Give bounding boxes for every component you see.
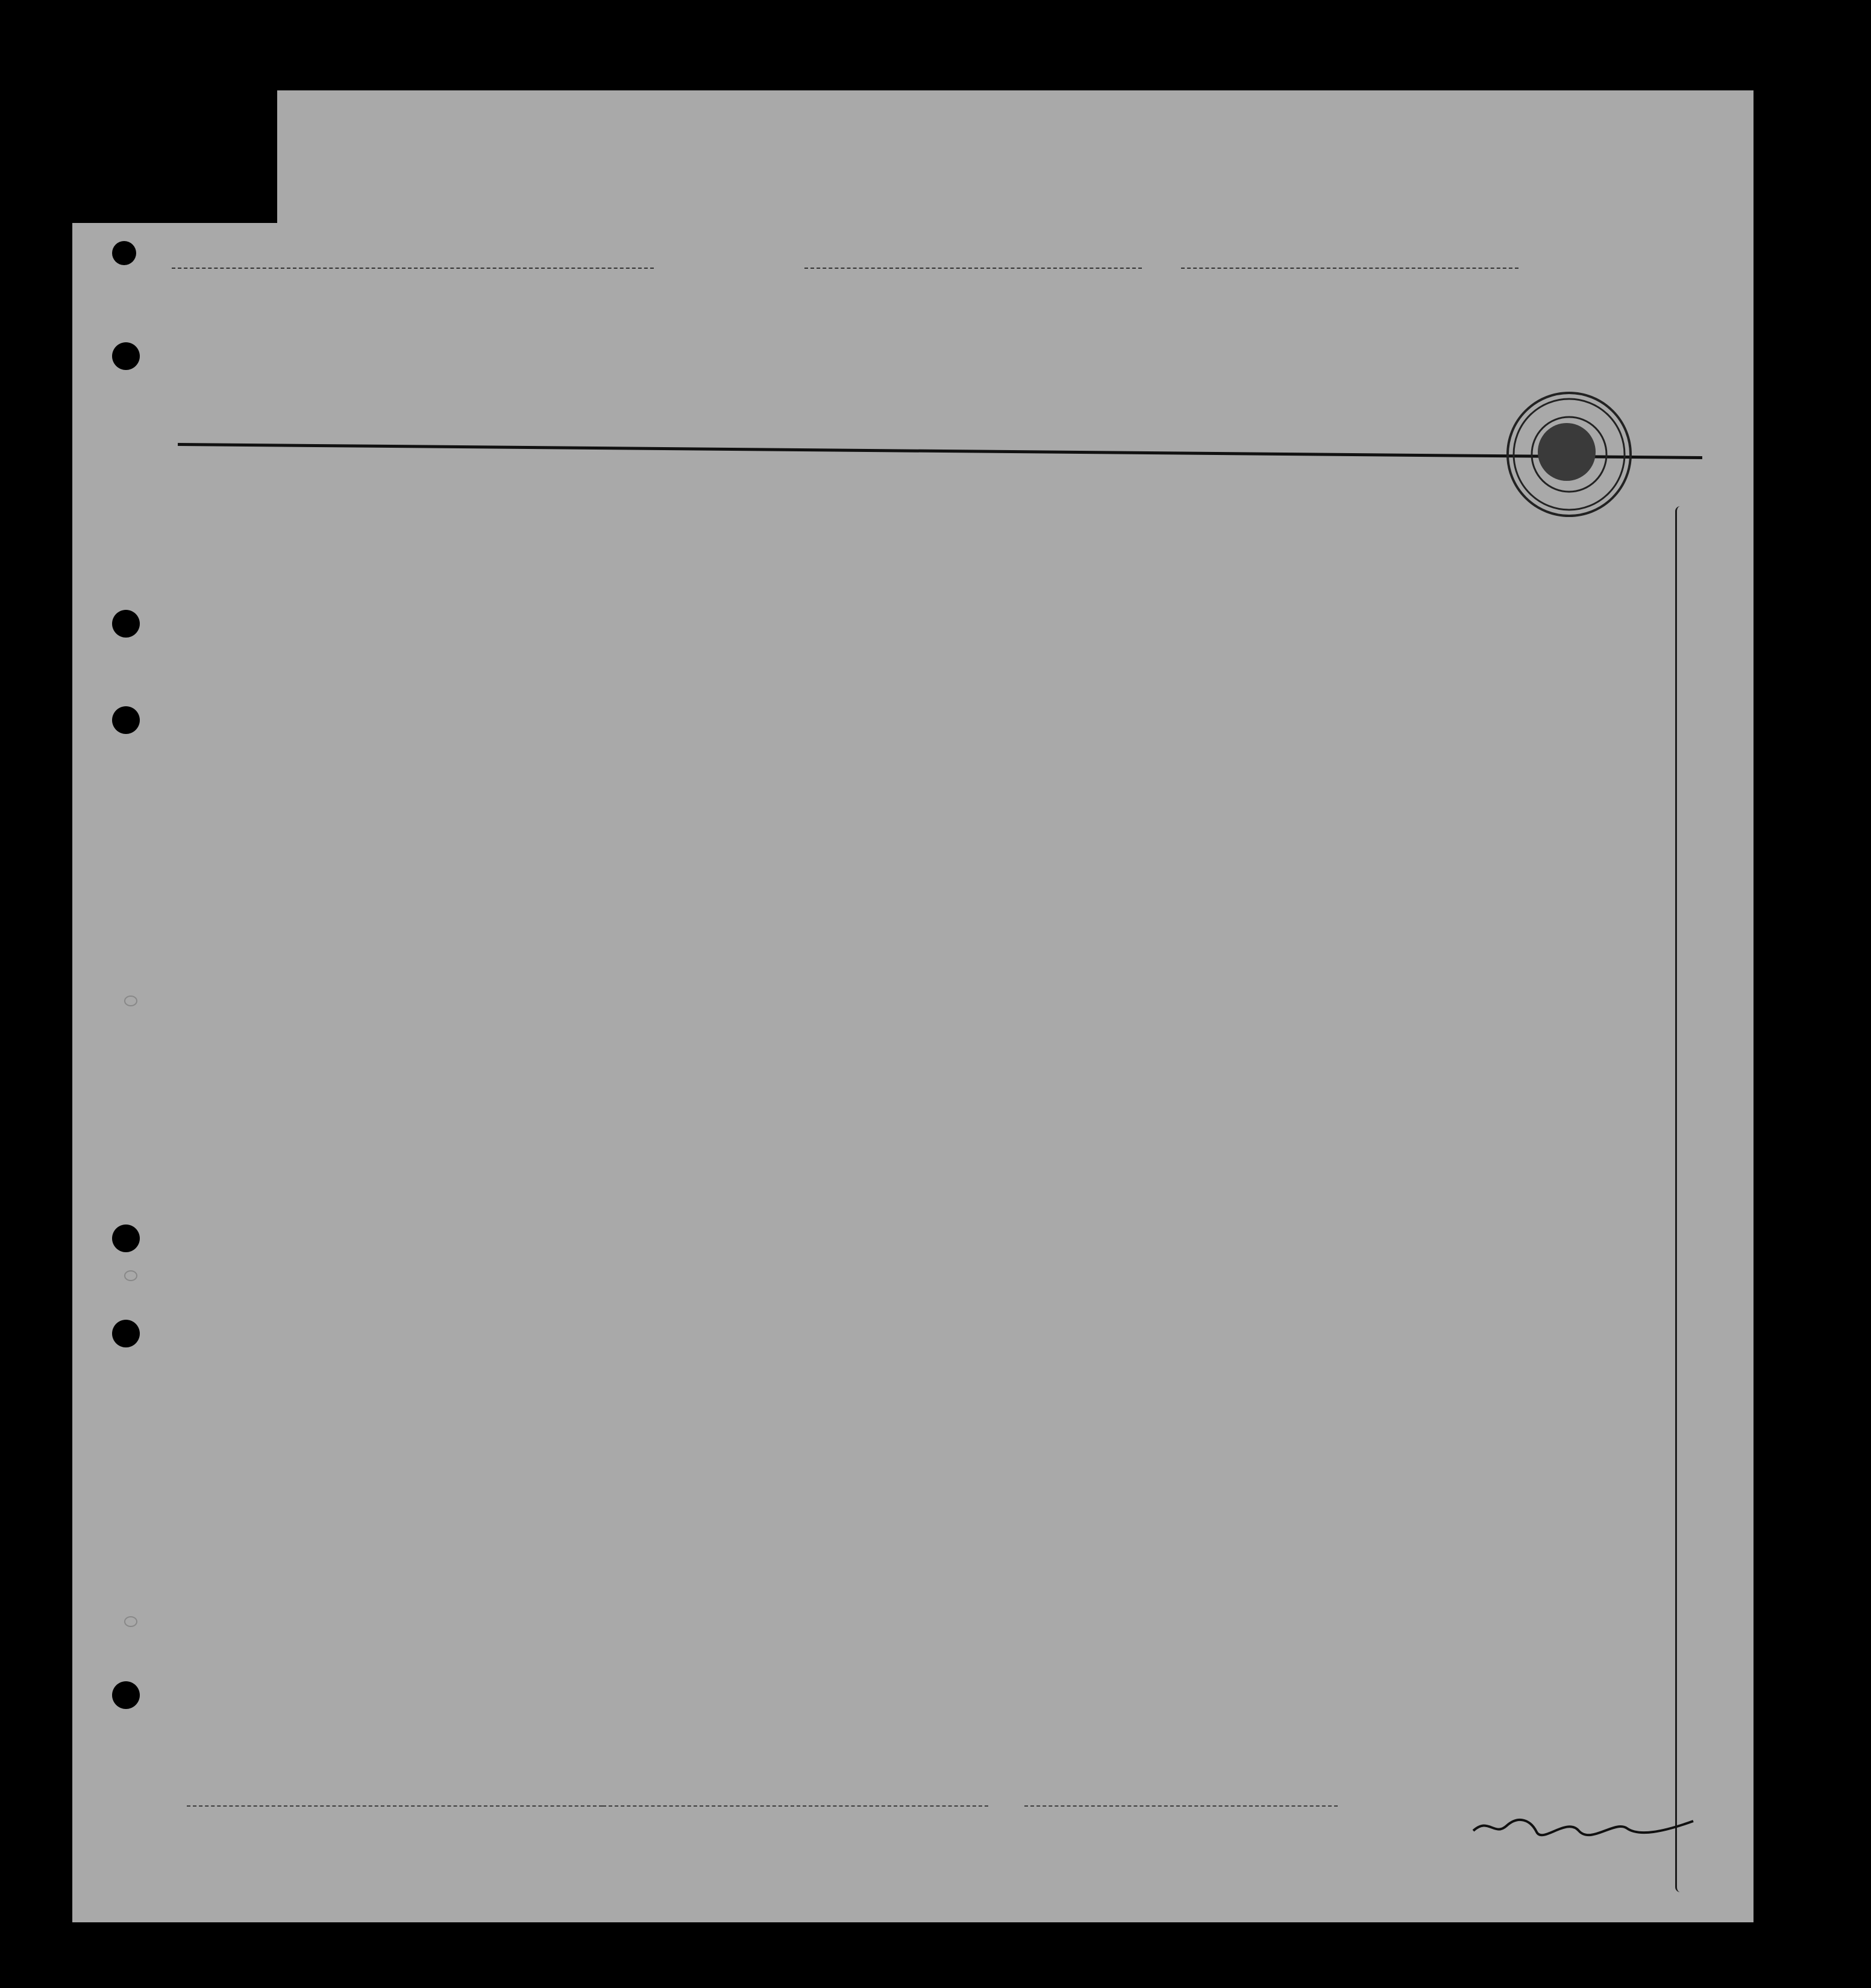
vertical-pen-line xyxy=(1675,506,1685,1892)
col-7-header xyxy=(1120,276,1234,280)
col-8-header xyxy=(1234,276,1327,280)
col-1-header xyxy=(108,276,157,280)
manifest-sheet xyxy=(72,90,1753,1922)
col-3-header xyxy=(642,276,717,280)
col-5-header xyxy=(868,276,1061,281)
punch-hole xyxy=(112,1681,140,1709)
punch-hole xyxy=(112,610,140,638)
col-11-header xyxy=(1602,276,1752,282)
col-9-header xyxy=(1327,276,1442,280)
col-2-header xyxy=(178,276,642,284)
punch-hole xyxy=(112,1320,140,1347)
sheet-number xyxy=(1531,186,1555,207)
punch-hole xyxy=(112,342,140,370)
punch-hole xyxy=(112,1224,140,1252)
punch-hole xyxy=(112,241,136,265)
punch-ring xyxy=(124,996,137,1006)
punch-ring xyxy=(124,1270,137,1281)
vessel-line xyxy=(121,248,1717,270)
stamp-seal xyxy=(1538,423,1596,481)
row-2-strikethrough xyxy=(178,443,1702,459)
punch-ring xyxy=(124,1616,137,1627)
punch-hole xyxy=(112,706,140,734)
col-6-header xyxy=(1061,276,1120,280)
col-10-header xyxy=(1442,276,1602,280)
signature-scribble xyxy=(1470,1814,1699,1838)
col-4-header xyxy=(717,276,868,282)
cut-corner xyxy=(72,90,277,223)
